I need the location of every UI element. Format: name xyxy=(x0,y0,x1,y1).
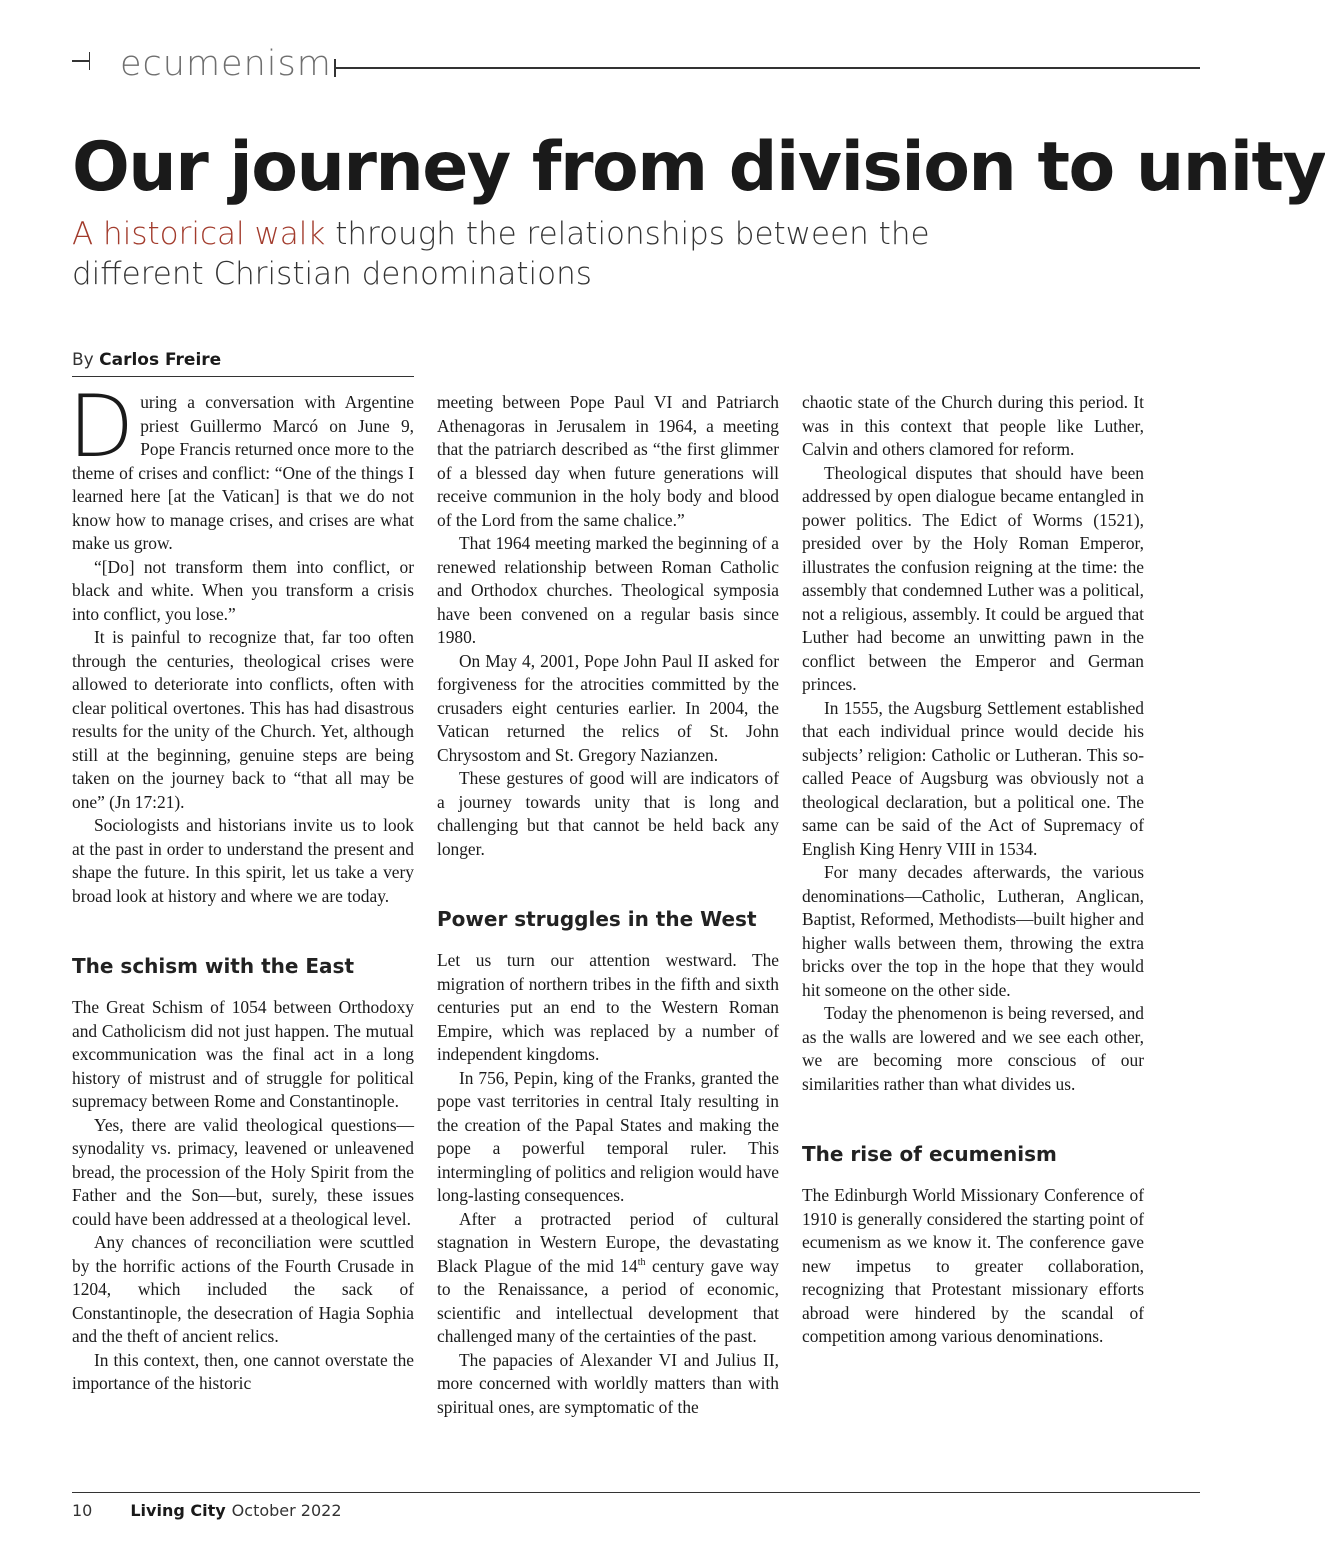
byline-prefix: By xyxy=(72,350,100,370)
paragraph: On May 4, 2001, Pope John Paul II asked for forgiveness for the atrocities committed by the crusaders eight centuries earlier. In 2004, the Vatican returned the relics of St. John Chrysostom and St. Gregory Nazianzen. xyxy=(437,650,779,765)
article-subtitle xyxy=(72,214,952,294)
byline xyxy=(72,348,414,377)
paragraph: Sociologists and historians invite us to look at the past in order to understand the present and shape the future. In this spirit, let us take a very broad look at history and where we are today. xyxy=(72,815,414,906)
superscript: th xyxy=(637,1256,646,1268)
paragraph: That 1964 meeting marked the beginning of a renewed relationship between Roman Catholic and Orthodox churches. Theological symposia have been convened on a regular basis since 1980. xyxy=(437,533,779,647)
paragraph-text: century gave way to the Renaissance, a period of economic, scientific and intellectual development that challenged many of the certainties of the past. xyxy=(437,1255,780,1346)
paragraph xyxy=(68,377,414,556)
paragraph: Today the phenomenon is being reversed, and as the walls are lowered and we see each other, we are becoming more conscious of our similarities rather than what divides us. xyxy=(802,1003,1144,1094)
page-number: 10 xyxy=(72,1501,93,1520)
paragraph xyxy=(437,1208,779,1349)
column-1 xyxy=(68,377,414,1396)
issue-date: October 2022 xyxy=(231,1501,342,1520)
paragraph: Let us turn our attention westward. The migration of northern tribes in the fifth and sixth centuries put an end to the Western Roman Empire, which was replaced by a number of independent kingdoms. xyxy=(437,950,779,1064)
paragraph-text: uring a conversation with Argentine priest Guillermo Marcó on June 9, Pope Francis returned once more to the theme of crises and conflict: “One of the things I learned here [at the Vatican] is that we do not know how to manage crises, and crises are what make us grow. xyxy=(72,392,414,553)
section-rule xyxy=(334,67,1200,69)
paragraph: “[Do] not transform them into conflict, or black and white. When you transform a crisis into conflict, you lose.” xyxy=(72,556,414,624)
paragraph: For many decades afterwards, the various denominations—Catholic, Lutheran, Anglican, Baptist, Reformed, Methodists—built higher and higher walls between them, throwing the extra bricks over the top in the hope that they would hit someone on the other side. xyxy=(802,862,1144,1000)
paragraph: Yes, there are valid theological questions—synodality vs. primacy, leavened or unleavened bread, the procession of the Holy Spirit from the Father and the Son—but, surely, these issues could have been addressed at a theological level. xyxy=(72,1114,414,1229)
paragraph: In 1555, the Augsburg Settlement established that each individual prince would decide his subjects’ religion: Catholic or Lutheran. This so-called Peace of Augsburg was obviously not a theological declaration, but a political one. The same can be said of the Act of Supremacy of English King Henry VIII in 1534. xyxy=(802,697,1144,859)
magazine-name: Living City xyxy=(130,1501,226,1520)
paragraph: Any chances of reconciliation were scuttled by the horrific actions of the Fourth Crusade in 1204, which included the sack of Constantinople, the desecration of Hagia Sophia and the theft of ancient relics. xyxy=(72,1232,414,1346)
paragraph: chaotic state of the Church during this period. It was in this context that people like Luther, Calvin and others clamored for reform. xyxy=(802,392,1144,459)
section-label: ecumenism xyxy=(120,44,332,84)
paragraph-text: After a protracted period of cultural stagnation in Western Europe, the devastating Black Plague of the mid 14 xyxy=(437,1208,779,1276)
page-footer xyxy=(72,1500,342,1522)
paragraph: The Great Schism of 1054 between Orthodoxy and Catholicism did not just happen. The mutual excommunication was the final act in a long history of mistrust and of struggle for political supremacy between Rome and Constantinople. xyxy=(72,997,414,1111)
column-3 xyxy=(802,391,1144,1349)
paragraph: It is painful to recognize that, far too often through the centuries, theological crises were allowed to deteriorate into conflicts, often with clear political overtones. This has had disastrous results for the unity of the Church. Yet, although still at the beginning, genuine steps are being taken on the journey back to “that all may be one” (Jn 17:21). xyxy=(72,627,414,812)
paragraph: In this context, then, one cannot overstate the importance of the historic xyxy=(72,1349,414,1393)
article-title: Our journey from division to unity xyxy=(72,128,1325,207)
section-header xyxy=(72,40,1200,92)
author-name: Carlos Freire xyxy=(99,350,222,370)
paragraph: In 756, Pepin, king of the Franks, granted the pope vast territories in central Italy resulting in the creation of the Papal States and making the pope a powerful temporal ruler. This intermingling of politics and religion would have long-lasting consequences. xyxy=(437,1067,779,1205)
paragraph: The Edinburgh World Missionary Conference of 1910 is generally considered the starting point of ecumenism as we know it. The conference gave new impetus to greater collaboration, recognizing that Protestant missionary efforts abroad were hindered by the scandal of competition among various denominations. xyxy=(802,1185,1144,1346)
drop-cap: D xyxy=(68,377,135,477)
paragraph: These gestures of good will are indicators of a journey towards unity that is long and challenging but that cannot be held back any longer. xyxy=(437,768,779,859)
section-heading: The rise of ecumenism xyxy=(802,1142,1057,1166)
paragraph: Theological disputes that should have been addressed by open dialogue became entangled in power politics. The Edict of Worms (1521), presided over by the Holy Roman Emperor, illustrates the confusion reigning at the time: the assembly that condemned Luther was a political, not a religious, assembly. It could be argued that Luther had become an unwitting pawn in the conflict between the Emperor and German princes. xyxy=(802,462,1144,694)
section-heading: The schism with the East xyxy=(72,954,355,978)
section-bracket-left xyxy=(72,60,90,62)
subtitle-accent: A historical walk xyxy=(72,216,326,252)
paragraph: meeting between Pope Paul VI and Patriarch Athenagoras in Jerusalem in 1964, a meeting that the patriarch described as “the first glimmer of a blessed day when future generations will receive communion in the holy body and blood of the Lord from the same chalice.” xyxy=(437,392,779,530)
paragraph: The papacies of Alexander VI and Julius II, more concerned with worldly matters than with spiritual ones, are symptomatic of the xyxy=(437,1349,779,1417)
footer-rule xyxy=(72,1492,1200,1493)
section-heading: Power struggles in the West xyxy=(437,907,757,931)
column-2 xyxy=(437,391,779,1419)
subtitle-rest: through the relationships between the different Christian denominations xyxy=(72,216,930,292)
